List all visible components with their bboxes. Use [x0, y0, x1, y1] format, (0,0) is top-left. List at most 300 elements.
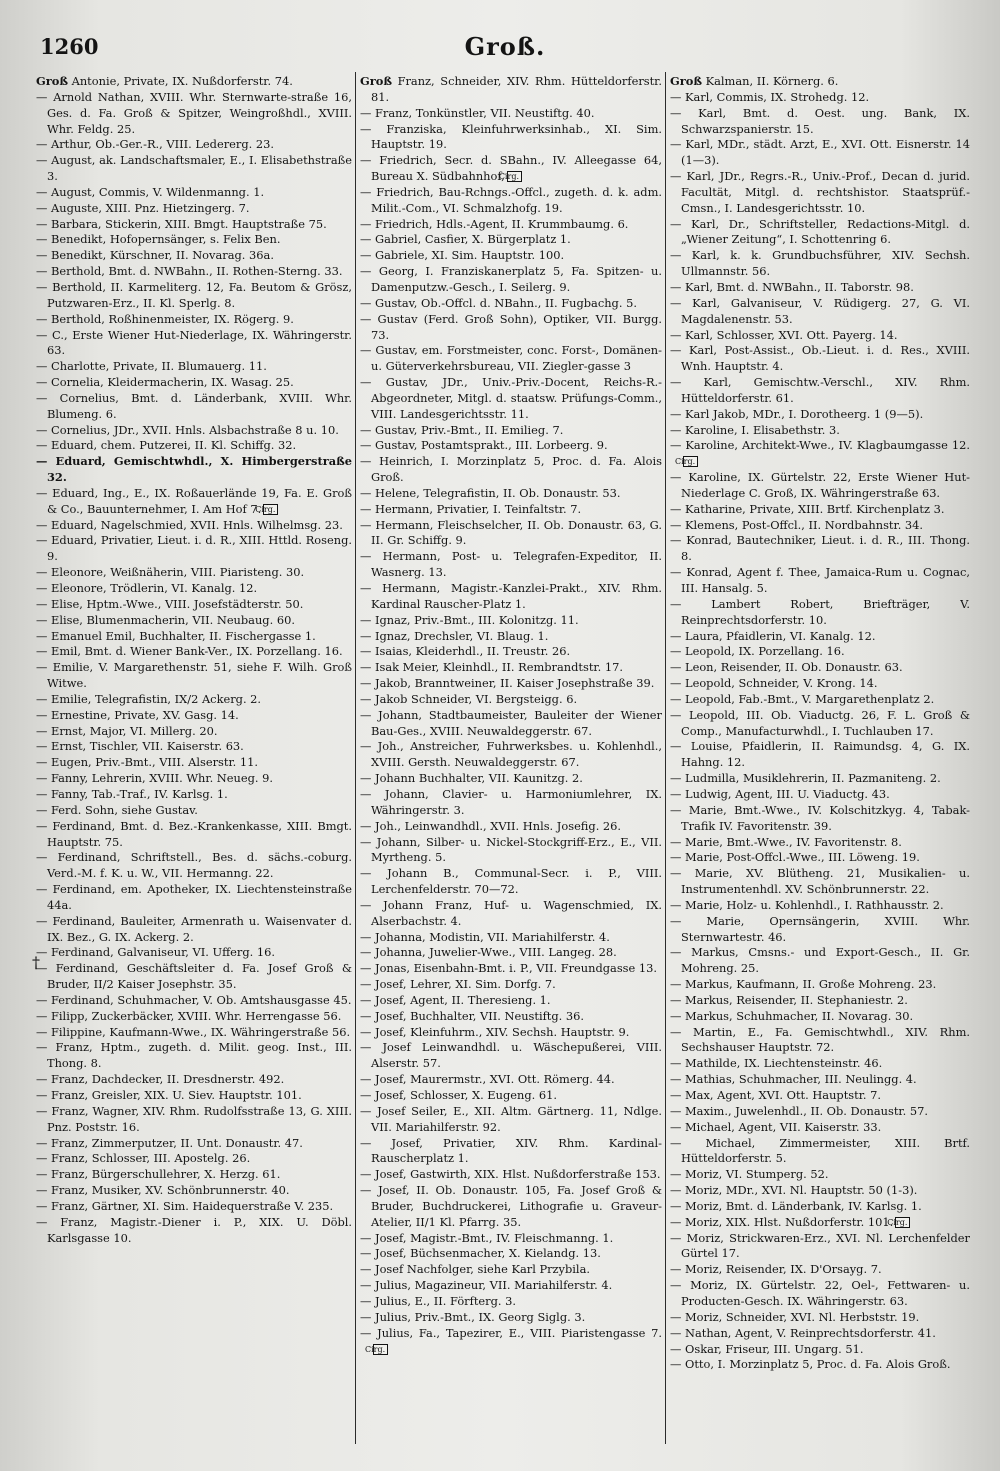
entry-text: — Barbara, Stickerin, XIII. Bmgt. Hauptstraße 75. — [36, 216, 327, 231]
directory-entry — [36, 629, 352, 645]
directory-entry — [36, 803, 352, 819]
directory-entry — [670, 739, 970, 771]
page-header — [40, 30, 970, 66]
entry-text: — Josef, Privatier, XIV. Rhm. Kardinal-Rauscherplatz 1. — [360, 1135, 662, 1166]
directory-entry — [670, 137, 970, 169]
directory-entry — [670, 533, 970, 565]
entry-text: — Julius, Fa., Tapezirer, E., VIII. Piaristengasse 7. — [360, 1325, 662, 1340]
directory-entry — [360, 1025, 662, 1041]
directory-entry — [670, 1199, 970, 1215]
directory-entry — [36, 328, 352, 360]
directory-entry — [36, 850, 352, 882]
entry-text: — Franz, Schlosser, III. Apostelg. 26. — [36, 1151, 251, 1166]
entry-text: — Karl, MDr., städt. Arzt, E., XVI. Ott. Eisnerstr. 14 (1—3). — [670, 137, 970, 168]
directory-entry — [670, 692, 970, 708]
directory-entry — [36, 185, 352, 201]
directory-entry — [670, 676, 970, 692]
directory-entry — [36, 438, 352, 454]
entry-text: — Karl, Post-Assist., Ob.-Lieut. i. d. Res., XVIII. Wnh. Hauptstr. 4. — [670, 343, 970, 374]
entry-text: — August, Commis, V. Wildenmanng. 1. — [36, 184, 265, 199]
directory-entry — [360, 1167, 662, 1183]
directory-entry — [360, 613, 662, 629]
entry-text: — Johann, Stadtbaumeister, Bauleiter der Wiener Bau-Ges., XVIII. Neuwaldeggerstr. 67. — [360, 707, 662, 738]
directory-entry — [36, 819, 352, 851]
entry-text: — Josef, Maurermstr., XVI. Ott. Römerg. 44. — [360, 1072, 615, 1087]
entry-text: — Markus, Reisender, II. Stephaniestr. 2. — [670, 992, 908, 1007]
entry-text: — Hermann, Magistr.-Kanzlei-Prakt., XIV. Rhm. Kardinal Rauscher-Platz 1. — [360, 581, 662, 611]
entry-text: — Ignaz, Priv.-Bmt., III. Kolonitzg. 11. — [360, 612, 579, 627]
entry-text: — Gustav, em. Forstmeister, conc. Forst-, Domänen- u. Güterverkehrsbureau, VII. Ziegler-gasse 3 — [360, 343, 662, 374]
entry-text: — Josef Nachfolger, siehe Karl Przybila. — [360, 1262, 590, 1277]
directory-entry — [670, 438, 970, 470]
directory-entry — [670, 1009, 970, 1025]
directory-entry — [36, 882, 352, 914]
directory-entry — [360, 1040, 662, 1072]
directory-entry — [670, 423, 970, 439]
directory-entry — [36, 201, 352, 217]
entry-text: — Emil, Bmt. d. Wiener Bank-Ver., IX. Porzellang. 16. — [36, 644, 343, 659]
directory-entry — [670, 1357, 970, 1373]
directory-entry — [360, 708, 662, 740]
entry-headword: Groß — [36, 74, 68, 88]
directory-entry — [670, 1262, 970, 1278]
entry-text: — Ferdinand, Schuhmacher, V. Ob. Amtshausgasse 45. — [36, 992, 352, 1007]
entry-text: — Hermann, Privatier, I. Teinfaltstr. 7. — [360, 501, 582, 516]
directory-entry — [670, 629, 970, 645]
directory-entry — [670, 1310, 970, 1326]
entry-text: — Arnold Nathan, XVIII. Whr. Sternwarte-straße 16, Ges. d. Fa. Groß & Spitzer, Weingroßhdl., XVIII. Whr. Feldg. 25. — [36, 89, 352, 136]
entry-text: — Moriz, VI. Stumperg. 52. — [670, 1167, 829, 1182]
entry-text: — Karl, Bmt. d. NWBahn., II. Taborstr. 98. — [670, 279, 914, 294]
entry-headword: Groß — [670, 74, 702, 88]
directory-entry — [36, 1167, 352, 1183]
directory-entry — [360, 644, 662, 660]
entry-text: — Moriz, Schneider, XVI. Nl. Herbststr. 19. — [670, 1309, 920, 1324]
telephone-badge: Cirg. — [263, 504, 278, 515]
directory-entry — [36, 708, 352, 724]
directory-entry — [36, 264, 352, 280]
directory-entry — [670, 296, 970, 328]
entry-text: — Johann, Silber- u. Nickel-Stockgriff-Erz., E., VII. Myrtheng. 5. — [360, 834, 662, 865]
entry-text: — Eleonore, Trödlerin, VI. Kanalg. 12. — [36, 581, 258, 595]
entry-text: — Friedrich, Secr. d. SBahn., IV. Alleegasse 64, Bureau X. Südbahnhof, — [360, 153, 662, 184]
directory-entry — [36, 644, 352, 660]
column-divider — [665, 72, 666, 1444]
entry-text: — Gabriele, XI. Sim. Hauptstr. 100. — [360, 248, 565, 263]
entry-text: — Louise, Pfaidlerin, II. Raimundsg. 4, G. IX. Hahng. 12. — [670, 739, 970, 770]
entry-text: — Josef, Magistr.-Bmt., IV. Fleischmanng. 1. — [360, 1230, 614, 1245]
entry-text: — Auguste, XIII. Pnz. Hietzingerg. 7. — [36, 200, 250, 215]
entry-text: — Moriz, Bmt. d. Länderbank, IV. Karlsg. 1. — [670, 1198, 922, 1213]
directory-entry — [360, 122, 662, 154]
directory-entry — [36, 486, 352, 518]
directory-entry — [360, 1088, 662, 1104]
entry-text: — Karl Jakob, MDr., I. Dorotheerg. 1 (9—5). — [670, 406, 924, 421]
entry-text: — Berthold, II. Karmeliterg. 12, Fa. Beutom & Grösz, Putzwaren-Erz., II. Kl. Sperlg. 8. — [36, 279, 352, 310]
entry-text: — Friedrich, Bau-Rchngs.-Offcl., zugeth. d. k. adm. Milit.-Com., VI. Schmalzhofg. 19. — [360, 184, 662, 215]
directory-entry — [670, 866, 970, 898]
entry-text: — Gustav, JDr., Univ.-Priv.-Docent, Reichs-R.-Abgeordneter, Mitgl. d. staatsw. Prüfungs-Comm., VIII. Landesgerichtsstr. 11. — [360, 375, 662, 421]
directory-entry — [670, 375, 970, 407]
entry-text: — Joh., Anstreicher, Fuhrwerksbes. u. Kohlenhdl., XVIII. Gersth. Neuwaldeggerstr. 67. — [360, 739, 662, 770]
entry-text: — Filippine, Kaufmann-Wwe., IX. Währingerstraße 56. — [36, 1024, 351, 1039]
entry-text: — Ernst, Major, VI. Millerg. 20. — [36, 723, 218, 738]
dagger-mark: † — [32, 953, 40, 972]
directory-entry — [670, 1342, 970, 1358]
entry-text: — Franz, Hptm., zugeth. d. Milit. geog. Inst., III. Thong. 8. — [36, 1040, 352, 1071]
directory-entry — [360, 1262, 662, 1278]
entry-text: — Emilie, V. Margarethenstr. 51, siehe F. Wilh. Groß Witwe. — [36, 660, 352, 691]
entry-text: — Franz, Tonkünstler, VII. Neustiftg. 40. — [360, 105, 595, 120]
entry-text: — Benedikt, Kürschner, II. Novarag. 36a. — [36, 248, 274, 263]
entry-text: — Markus, Cmsns.- und Export-Gesch., II. Gr. Mohreng. 25. — [670, 945, 970, 976]
entry-text: — Julius, E., II. Förfterg. 3. — [360, 1293, 517, 1308]
entry-text: — Karl, k. k. Grundbuchsführer, XIV. Sechsh. Ullmannstr. 56. — [670, 248, 970, 279]
entry-text: — Laura, Pfaidlerin, VI. Kanalg. 12. — [670, 628, 876, 643]
directory-entry — [670, 280, 970, 296]
directory-entry — [360, 1326, 662, 1358]
directory-entry — [360, 1183, 662, 1231]
entry-text: — Eugen, Priv.-Bmt., VIII. Alserstr. 11. — [36, 755, 259, 770]
entry-text: — Emanuel Emil, Buchhalter, II. Fischergasse 1. — [36, 628, 316, 643]
entry-text: — Marie, Holz- u. Kohlenhdl., I. Rathhausstr. 2. — [670, 897, 944, 912]
directory-entry — [670, 1136, 970, 1168]
directory-entry — [670, 248, 970, 280]
directory-entry — [360, 454, 662, 486]
entry-text: — Isak Meier, Kleinhdl., II. Rembrandtstr. 17. — [360, 660, 623, 675]
directory-entry — [360, 549, 662, 581]
directory-entry — [36, 280, 352, 312]
entry-text: — Georg, I. Franziskanerplatz 5, Fa. Spitzen- u. Damenputzw.-Gesch., I. Seilerg. 9. — [360, 264, 662, 294]
directory-entry — [360, 438, 662, 454]
directory-entry — [670, 518, 970, 534]
directory-entry — [36, 945, 352, 961]
column-divider — [355, 72, 356, 1444]
entry-text: — Mathias, Schuhmacher, III. Neulingg. 4. — [670, 1072, 917, 1087]
column-left — [36, 74, 352, 1464]
directory-entry — [670, 502, 970, 518]
directory-entry — [36, 391, 352, 423]
entry-text: — Karl, Commis, IX. Strohedg. 12. — [670, 89, 870, 104]
directory-entry — [36, 1199, 352, 1215]
directory-entry — [670, 660, 970, 676]
entry-text: — Karoline, IX. Gürtelstr. 22, Erste Wiener Hut-Niederlage C. Groß, IX. Währingerstraße 63. — [670, 470, 970, 500]
directory-entry — [360, 819, 662, 835]
directory-entry — [360, 74, 662, 106]
directory-entry — [360, 1246, 662, 1262]
directory-entry — [360, 866, 662, 898]
page-number: 1260 — [40, 34, 99, 59]
entry-text: — Eduard, Privatier, Lieut. i. d. R., XIII. Httld. Roseng. 9. — [36, 533, 352, 564]
entry-text: — Fanny, Lehrerin, XVIII. Whr. Neueg. 9. — [36, 771, 273, 786]
entry-text: — Friedrich, Hdls.-Agent, II. Krummbaumg. 6. — [360, 216, 629, 231]
directory-entry — [670, 407, 970, 423]
entry-text: — Ferdinand, Bauleiter, Armenrath u. Waisenvater d. IX. Bez., G. IX. Ackerg. 2. — [36, 913, 352, 944]
directory-entry — [36, 1088, 352, 1104]
directory-entry — [36, 232, 352, 248]
entry-text: — Franz, Dachdecker, II. Dresdnerstr. 492. — [36, 1072, 285, 1087]
entry-text: — Jakob, Branntweiner, II. Kaiser Josephstraße 39. — [360, 676, 655, 691]
entry-text: — Johann, Clavier- u. Harmoniumlehrer, IX. Währingerstr. 3. — [360, 786, 662, 817]
entry-text: — Johann B., Communal-Secr. i. P., VIII. Lerchenfelderstr. 70—72. — [360, 866, 662, 897]
directory-entry — [360, 771, 662, 787]
directory-entry — [36, 581, 352, 597]
directory-entry — [360, 423, 662, 439]
entry-text: — Josef, Schlosser, X. Eugeng. 61. — [360, 1088, 557, 1102]
entry-text: — Leopold, Schneider, V. Krong. 14. — [670, 676, 878, 691]
entry-text: Antonie, Private, IX. Nußdorferstr. 74. — [67, 74, 293, 88]
entry-text: — Hermann, Post- u. Telegrafen-Expeditor, II. Wasnerg. 13. — [360, 549, 662, 580]
entry-text: — Ferdinand, Bmt. d. Bez.-Krankenkasse, XIII. Bmgt. Hauptstr. 75. — [36, 818, 352, 849]
entry-text: — Michael, Zimmermeister, XIII. Brtf. Hütteldorferstr. 5. — [670, 1135, 970, 1166]
entry-text: — Leopold, IX. Porzellang. 16. — [670, 644, 845, 659]
entry-text: — Franz, Greisler, XIX. U. Siev. Hauptstr. 101. — [36, 1088, 302, 1102]
directory-entry — [670, 898, 970, 914]
entry-text: — Katharine, Private, XIII. Brtf. Kirchenplatz 3. — [670, 501, 945, 516]
entry-text: — Michael, Agent, VII. Kaiserstr. 33. — [670, 1119, 882, 1134]
entry-text: — Marie, Bmt.-Wwe., IV. Favoritenstr. 8. — [670, 834, 902, 849]
entry-text: — Konrad, Bautechniker, Lieut. i. d. R., III. Thong. 8. — [670, 533, 970, 564]
directory-entry — [360, 153, 662, 185]
entry-text: — Gustav (Ferd. Groß Sohn), Optiker, VII. Burgg. 73. — [360, 311, 662, 342]
entry-text: — Gabriel, Casfier, X. Bürgerplatz 1. — [360, 232, 571, 247]
entry-text: — Fanny, Tab.-Traf., IV. Karlsg. 1. — [36, 786, 228, 801]
directory-entry — [360, 486, 662, 502]
directory-entry — [670, 343, 970, 375]
directory-entry — [360, 692, 662, 708]
entry-text: — Marie, Opernsängerin, XVIII. Whr. Sternwartestr. 46. — [670, 913, 970, 944]
directory-entry — [670, 1072, 970, 1088]
directory-entry — [670, 1025, 970, 1057]
entry-text: — Leopold, III. Ob. Viaductg. 26, F. L. Groß & Comp., Manufacturwhdl., I. Tuchlauben 17. — [670, 707, 970, 738]
entry-text: — Josef Seiler, E., XII. Altm. Gärtnerg. 11, Ndlge. VII. Mariahilferstr. 92. — [360, 1103, 662, 1134]
entry-text: — Karl, JDr., Regrs.-R., Univ.-Prof., Decan d. jurid. Facultät, Mitgl. d. rechtshistor. Staatsprüf.-Cmsn., I. Landesgerichtsstr. 10. — [670, 169, 970, 215]
directory-entry — [670, 771, 970, 787]
directory-entry — [360, 581, 662, 613]
entry-text: — Leopold, Fab.-Bmt., V. Margarethenplatz 2. — [670, 691, 935, 706]
entry-text: — Julius, Priv.-Bmt., IX. Georg Siglg. 3. — [360, 1309, 586, 1324]
directory-entry — [360, 248, 662, 264]
directory-entry — [360, 185, 662, 217]
entry-text: — Moriz, XIX. Hlst. Nußdorferstr. 101. — [670, 1214, 894, 1229]
entry-text: — Moriz, IX. Gürtelstr. 22, Oel-, Fettwaren- u. Producten-Gesch. IX. Währingerstr. 63. — [670, 1278, 970, 1308]
directory-entry — [36, 1104, 352, 1136]
entry-text: — Josef, Kleinfuhrm., XIV. Sechsh. Hauptstr. 9. — [360, 1024, 630, 1039]
directory-entry — [360, 945, 662, 961]
directory-entry — [36, 1025, 352, 1041]
entry-text: — Eduard, Gemischtwhdl., X. Himbergerstraße 32. — [36, 454, 352, 485]
entry-text: — Franz, Wagner, XIV. Rhm. Rudolfsstraße 13, G. XIII. Pnz. Poststr. 16. — [36, 1103, 352, 1134]
directory-entry — [36, 660, 352, 692]
entry-text: — Marie, Bmt.-Wwe., IV. Kolschitzkyg. 4, Tabak-Trafik IV. Favoritenstr. 39. — [670, 802, 970, 833]
entry-text: — Leon, Reisender, II. Ob. Donaustr. 63. — [670, 660, 903, 675]
directory-entry — [36, 914, 352, 946]
directory-entry — [36, 597, 352, 613]
directory-entry — [360, 660, 662, 676]
directory-entry — [670, 597, 970, 629]
entry-text: — Johanna, Modistin, VII. Mariahilferstr. 4. — [360, 929, 610, 944]
running-head: Groß. — [464, 32, 546, 61]
entry-text: — Markus, Kaufmann, II. Große Mohreng. 23. — [670, 977, 937, 992]
telephone-badge: Cirg. — [895, 1217, 910, 1228]
directory-entry — [360, 312, 662, 344]
entry-text: — Franziska, Kleinfuhrwerksinhab., XI. Sim. Hauptstr. 19. — [360, 121, 662, 152]
entry-text: Kalman, II. Körnerg. 6. — [701, 74, 839, 88]
directory-entry — [36, 1009, 352, 1025]
directory-entry — [360, 977, 662, 993]
directory-entry — [670, 169, 970, 217]
entry-text: — Maxim., Juwelenhdl., II. Ob. Donaustr. 57. — [670, 1103, 928, 1118]
entry-text: — Ignaz, Drechsler, VI. Blaug. 1. — [360, 628, 549, 643]
directory-entry — [36, 153, 352, 185]
directory-entry — [360, 676, 662, 692]
entry-text: — Elise, Blumenmacherin, VII. Neubaug. 60. — [36, 612, 295, 627]
entry-text: — C., Erste Wiener Hut-Niederlage, IX. Währingerstr. 63. — [36, 327, 352, 358]
directory-entry — [36, 1151, 352, 1167]
directory-entry — [670, 1326, 970, 1342]
entry-text: — Karl, Bmt. d. Oest. ung. Bank, IX. Schwarzspanierstr. 15. — [670, 105, 970, 136]
entry-text: — Franz, Musiker, XV. Schönbrunnerstr. 40. — [36, 1183, 290, 1198]
entry-text: Franz, Schneider, XIV. Rhm. Hütteldorferstr. 81. — [371, 74, 662, 104]
directory-entry — [670, 787, 970, 803]
entry-text: — Cornelia, Kleidermacherin, IX. Wasag. 25. — [36, 375, 294, 390]
directory-entry — [36, 961, 352, 993]
directory-entry — [670, 914, 970, 946]
directory-entry — [36, 771, 352, 787]
directory-entry — [36, 423, 352, 439]
entry-text: — Karl, Gemischtw.-Verschl., XIV. Rhm. Hütteldorferstr. 61. — [670, 375, 970, 405]
directory-entry — [36, 739, 352, 755]
directory-entry — [670, 90, 970, 106]
entry-text: — Eduard, Nagelschmied, XVII. Hnls. Wilhelmsg. 23. — [36, 517, 343, 532]
entry-text: — Konrad, Agent f. Thee, Jamaica-Rum u. Cognac, III. Hansalg. 5. — [670, 565, 970, 595]
directory-entry — [670, 106, 970, 138]
entry-text: — Ludwig, Agent, III. U. Viaductg. 43. — [670, 786, 890, 801]
entry-text: — Ernst, Tischler, VII. Kaiserstr. 63. — [36, 739, 244, 754]
directory-entry — [360, 1104, 662, 1136]
entry-text: — Mathilde, IX. Liechtensteinstr. 46. — [670, 1056, 883, 1071]
entry-text: — Ferdinand, Geschäftsleiter d. Fa. Josef Groß & Bruder, II/2 Kaiser Josephstr. 35. — [36, 961, 352, 992]
entry-text: — Eleonore, Weißnäherin, VIII. Piaristeng. 30. — [36, 565, 305, 580]
directory-entry — [36, 312, 352, 328]
entry-text: — Berthold, Roßhinenmeister, IX. Rögerg. 9. — [36, 311, 294, 326]
entry-text: — Eduard, chem. Putzerei, II. Kl. Schiffg. 32. — [36, 438, 297, 453]
entry-text: — Charlotte, Private, II. Blumauerg. 11. — [36, 359, 267, 374]
entry-text: — Karoline, Architekt-Wwe., IV. Klagbaumgasse 12. — [670, 438, 970, 453]
directory-entry — [36, 74, 352, 90]
directory-entry — [360, 106, 662, 122]
entry-text: — Karl, Schlosser, XVI. Ott. Payerg. 14. — [670, 327, 898, 342]
entry-text: — Josef, Gastwirth, XIX. Hlst. Nußdorferstraße 153. — [360, 1167, 661, 1182]
directory-entry — [670, 1120, 970, 1136]
directory-entry — [360, 1310, 662, 1326]
entry-text: — Franz, Gärtner, XI. Sim. Haidequerstraße V. 235. — [36, 1198, 334, 1213]
entry-text: — Karl, Dr., Schriftsteller, Redactions-Mitgl. d. „Wiener Zeitung“, I. Schottenring 6. — [670, 216, 970, 247]
directory-entry — [670, 993, 970, 1009]
entry-text: — Julius, Magazineur, VII. Mariahilferstr. 4. — [360, 1278, 613, 1293]
directory-entry — [360, 217, 662, 233]
directory-entry — [670, 708, 970, 740]
entry-text: — Cornelius, Bmt. d. Länderbank, XVIII. Whr. Blumeng. 6. — [36, 390, 352, 421]
entry-text: — Elise, Hptm.-Wwe., VIII. Josefstädterstr. 50. — [36, 596, 304, 611]
entry-text: — Martin, E., Fa. Gemischtwhdl., XIV. Rhm. Sechshauser Hauptstr. 72. — [670, 1024, 970, 1055]
entry-text: — Joh., Leinwandhdl., XVII. Hnls. Josefig. 26. — [360, 818, 622, 833]
entry-text: — Johanna, Juwelier-Wwe., VIII. Langeg. 28. — [360, 945, 617, 960]
directory-entry — [360, 375, 662, 423]
directory-entry — [36, 692, 352, 708]
entry-text: — Filipp, Zuckerbäcker, XVIII. Whr. Herrengasse 56. — [36, 1008, 342, 1023]
directory-entry — [36, 90, 352, 138]
directory-entry — [670, 977, 970, 993]
entry-text: — Karl, Galvaniseur, V. Rüdigerg. 27, G. VI. Magdalenenstr. 53. — [670, 295, 970, 326]
directory-entry — [360, 835, 662, 867]
entry-text: — Markus, Schuhmacher, II. Novarag. 30. — [670, 1008, 914, 1023]
entry-text: — Moriz, MDr., XVI. Nl. Hauptstr. 50 (1-3). — [670, 1183, 918, 1198]
entry-text: — Isaias, Kleiderhdl., II. Treustr. 26. — [360, 644, 571, 659]
directory-entry — [670, 74, 970, 90]
entry-text: — Franz, Magistr.-Diener i. P., XIX. U. Döbl. Karlsgasse 10. — [36, 1214, 352, 1245]
entry-headword: Groß — [360, 74, 392, 88]
directory-entry — [360, 739, 662, 771]
entry-text: — Jakob Schneider, VI. Bergsteigg. 6. — [360, 691, 578, 706]
directory-entry — [36, 454, 352, 486]
directory-entry — [360, 898, 662, 930]
directory-entry — [670, 1215, 970, 1231]
directory-entry — [670, 1167, 970, 1183]
directory-entry — [360, 1072, 662, 1088]
entry-text: — Marie, Post-Offcl.-Wwe., III. Löweng. 19. — [670, 850, 920, 865]
directory-entry — [670, 1231, 970, 1263]
directory-entry — [670, 835, 970, 851]
directory-entry — [360, 1278, 662, 1294]
directory-entry — [36, 1136, 352, 1152]
directory-entry — [360, 1231, 662, 1247]
entry-text: — Franz, Zimmerputzer, II. Unt. Donaustr. 47. — [36, 1135, 303, 1150]
entry-text: — Moriz, Reisender, IX. D'Orsayg. 7. — [670, 1262, 882, 1277]
entry-text: — Johann Buchhalter, VII. Kaunitzg. 2. — [360, 771, 583, 786]
entry-text: — Lambert Robert, Briefträger, V. Reinprechtsdorferstr. 10. — [670, 596, 970, 627]
entry-text: — Josef, Agent, II. Theresieng. 1. — [360, 992, 551, 1007]
directory-entry — [360, 1136, 662, 1168]
entry-text: — August, ak. Landschaftsmaler, E., I. Elisabethstraße 3. — [36, 153, 352, 184]
entry-text: — Ferdinand, em. Apotheker, IX. Liechtensteinstraße 44a. — [36, 882, 352, 912]
directory-entry — [360, 1009, 662, 1025]
directory-entry — [360, 993, 662, 1009]
telephone-badge: Cirg. — [507, 171, 522, 182]
column-right — [670, 74, 970, 1464]
directory-entry — [360, 232, 662, 248]
entry-text: — Josef, Lehrer, XI. Sim. Dorfg. 7. — [360, 977, 556, 992]
directory-entry — [670, 1104, 970, 1120]
entry-text: — Franz, Bürgerschullehrer, X. Herzg. 61. — [36, 1167, 281, 1182]
entry-text: — Ernestine, Private, XV. Gasg. 14. — [36, 707, 239, 722]
directory-entry — [36, 613, 352, 629]
directory-entry — [36, 1072, 352, 1088]
directory-entry — [36, 375, 352, 391]
entry-text: — Oskar, Friseur, III. Ungarg. 51. — [670, 1341, 864, 1356]
directory-entry — [670, 644, 970, 660]
directory-entry — [670, 470, 970, 502]
entry-text: — Heinrich, I. Morzinplatz 5, Proc. d. Fa. Alois Groß. — [360, 454, 662, 485]
directory-entry — [670, 565, 970, 597]
entry-text: — Ferd. Sohn, siehe Gustav. — [36, 802, 198, 817]
entry-text: — Josef, II. Ob. Donaustr. 105, Fa. Josef Groß & Bruder, Buchdruckerei, Lithografie u. Graveur-Atelier, II/1 Kl. Pfarrg. 35. — [360, 1183, 662, 1229]
entry-text: — Josef, Büchsenmacher, X. Kielandg. 13. — [360, 1246, 601, 1261]
entry-text: — Karoline, I. Elisabethstr. 3. — [670, 422, 840, 437]
directory-entry — [670, 1183, 970, 1199]
directory-entry — [36, 993, 352, 1009]
entry-text: — Helene, Telegrafistin, II. Ob. Donaustr. 53. — [360, 485, 621, 500]
